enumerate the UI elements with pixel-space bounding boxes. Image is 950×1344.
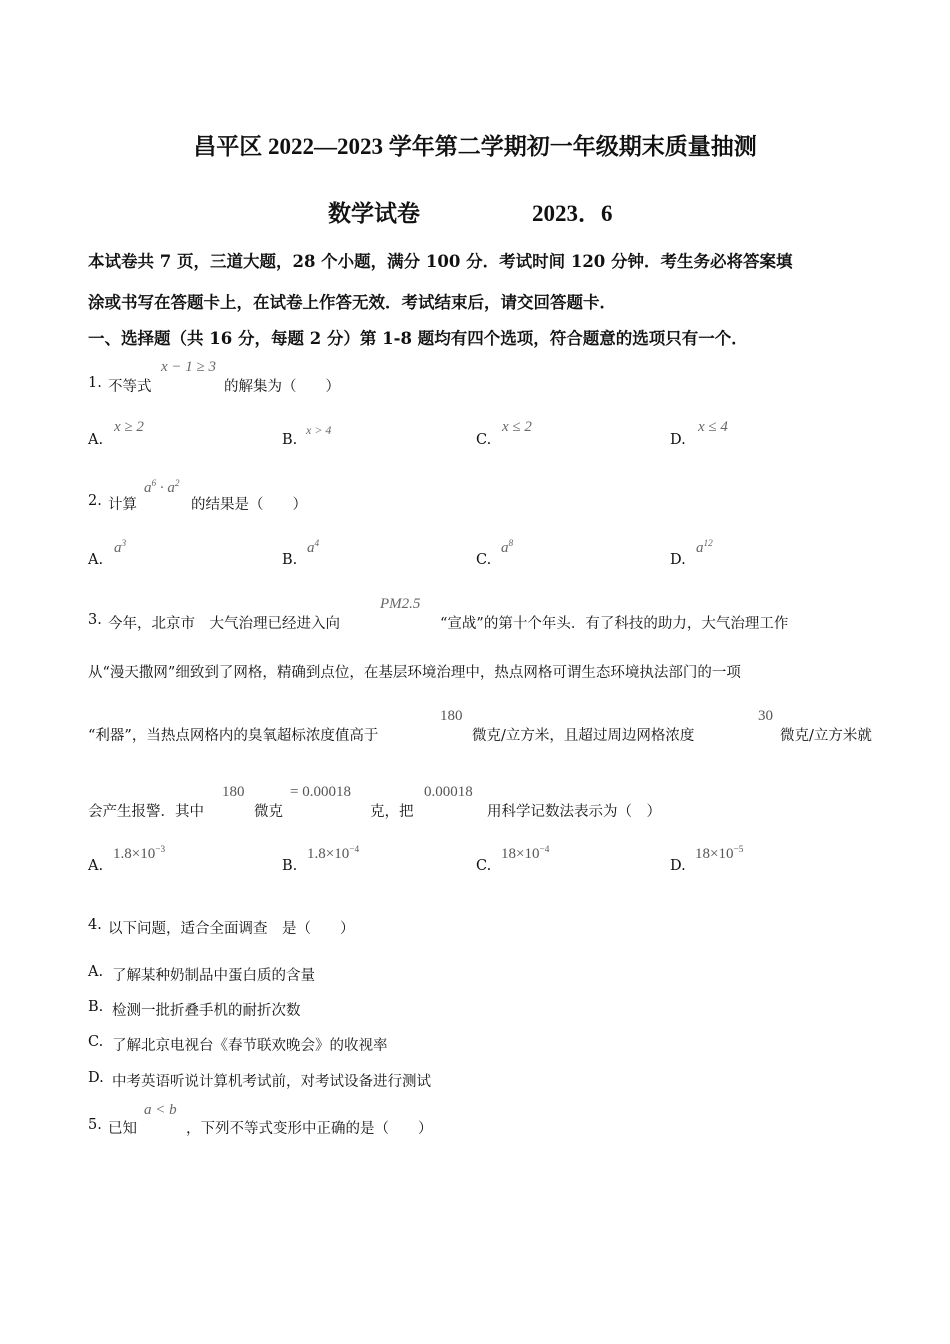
math-expression: = 0.00018 [290, 784, 351, 800]
option-value: x ≤ 2 [502, 419, 532, 435]
question-text: 以下问题，适合全面调查 是（ ） [108, 921, 355, 937]
math-number: 30 [758, 708, 773, 724]
option-value: $a^{12}$ [696, 539, 713, 556]
intro-line-2: 涂或书写在答题卡上，在试卷上作答无效．考试结束后，请交回答题卡． [88, 293, 616, 312]
question-text: 用科学记数法表示为（ ） [487, 804, 661, 820]
option-label: B. [88, 999, 104, 1015]
math-number: 180 [440, 708, 463, 724]
question-text: 计算 [108, 497, 137, 513]
option-label: B. [282, 432, 298, 448]
section-heading: 一、选择题（共 16 分，每题 2 分）第 1-8 题均有四个选项，符合题意的选项只有一个． [88, 329, 748, 348]
option-label: D. [670, 552, 686, 568]
option-label: C. [476, 552, 492, 568]
question-number: 4. [88, 917, 102, 933]
question-text: 会产生报警．其中 [88, 804, 204, 820]
option-label: C. [476, 432, 492, 448]
question-text: 从“漫天撒网”细致到了网格，精确到点位，在基层环境治理中，热点网格可谓生态环境执法部门的一项 [88, 665, 741, 681]
question-text: 的解集为（ ） [224, 379, 340, 395]
option-text: 了解某种奶制品中蛋白质的含量 [112, 968, 315, 984]
option-value: $a^8$ [501, 539, 514, 556]
option-value: $a^4$ [307, 539, 320, 556]
option-value: $a^3$ [114, 539, 127, 556]
option-value: $1.8\times 10^{-3}$ [113, 845, 166, 862]
option-label: B. [282, 858, 298, 874]
question-text: 不等式 [108, 379, 152, 395]
option-label: A. [88, 858, 104, 874]
option-label: C. [88, 1034, 104, 1050]
option-value: $1.8\times 10^{-4}$ [307, 845, 360, 862]
option-value: x ≤ 4 [698, 419, 728, 435]
question-text: 微克 [254, 804, 283, 820]
subtitle: 数学试卷 [328, 201, 420, 226]
question-text: 的结果是（ ） [191, 497, 307, 513]
option-label: D. [670, 432, 686, 448]
math-expression: PM2.5 [380, 596, 421, 612]
option-label: D. [670, 858, 686, 874]
option-label: A. [88, 552, 104, 568]
option-label: B. [282, 552, 298, 568]
option-label: D. [88, 1070, 104, 1086]
question-text: 微克/立方米就 [780, 728, 872, 744]
question-text: ，下列不等式变形中正确的是（ ） [186, 1121, 433, 1137]
math-expression: x − 1 ≥ 3 [161, 359, 217, 375]
question-text: 克，把 [370, 804, 414, 820]
question-text: 微克/立方米，且超过周边网格浓度 [472, 728, 695, 744]
option-value: $18\times 10^{-5}$ [695, 845, 744, 862]
math-expression: $a^6 \cdot a^2$ [144, 479, 180, 496]
intro-line-1: 本试卷共 7 页，三道大题，28 个小题，满分 100 分．考试时间 120 分钟．考生务必将答案填 [88, 252, 793, 271]
exam-date: 2023．6 [532, 201, 613, 226]
question-number: 5. [88, 1117, 102, 1133]
question-number: 3. [88, 612, 102, 628]
option-value: x ≥ 2 [114, 419, 144, 435]
question-text: 已知 [108, 1121, 137, 1137]
math-number: 0.00018 [424, 784, 473, 800]
question-text: “宣战”的第十个年头．有了科技的助力，大气治理工作 [440, 616, 789, 632]
option-label: C. [476, 858, 492, 874]
option-label: A. [88, 964, 104, 980]
option-label: A. [88, 432, 104, 448]
option-value: $18\times 10^{-4}$ [501, 845, 550, 862]
page-title: 昌平区 2022—2023 学年第二学期初一年级期末质量抽测 [193, 134, 757, 159]
option-text: 检测一批折叠手机的耐折次数 [112, 1003, 301, 1019]
question-text: “利器”，当热点网格内的臭氧超标浓度值高于 [88, 728, 379, 744]
question-number: 2. [88, 493, 102, 509]
option-value: x > 4 [306, 423, 332, 437]
question-number: 1. [88, 375, 102, 391]
math-number: 180 [222, 784, 245, 800]
math-expression: a < b [144, 1102, 177, 1118]
option-text: 中考英语听说计算机考试前，对考试设备进行测试 [112, 1074, 431, 1090]
question-text: 今年，北京市 大气治理已经进入向 [108, 616, 340, 632]
option-text: 了解北京电视台《春节联欢晚会》的收视率 [112, 1038, 388, 1054]
